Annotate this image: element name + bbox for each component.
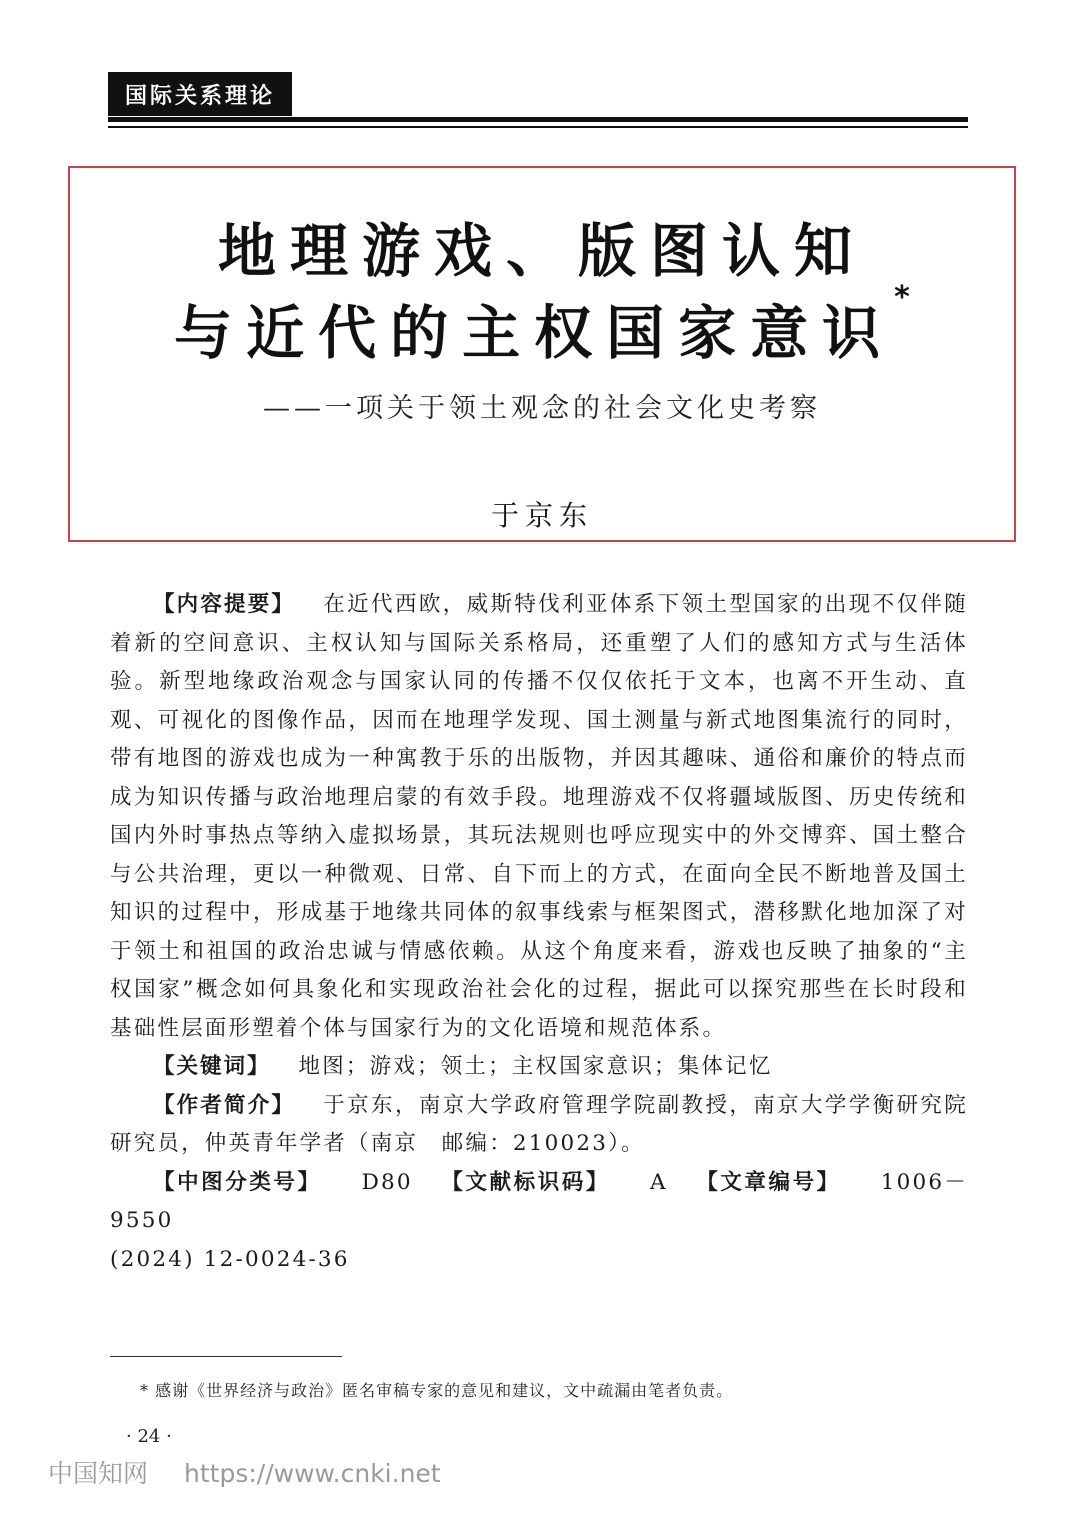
subtitle: ——一项关于领土观念的社会文化史考察 (263, 393, 821, 424)
doc-code-value: A (649, 1169, 668, 1195)
author-bio-label: 【作者简介】 (153, 1092, 296, 1118)
abstract-label: 【内容提要】 (153, 592, 296, 617)
author-bio-text: 于京东，南京大学政府管理学院副教授，南京大学学衡研究院研究员，仲英青年学者（南京 邮编：210023）。 (110, 1092, 968, 1156)
keywords (110, 1048, 968, 1087)
title-footnote-mark[interactable]: * (894, 280, 910, 315)
watermark (48, 1454, 477, 1490)
article-no-label: 【文章编号】 (695, 1169, 841, 1195)
abstract-text: 在近代西欧，威斯特伐利亚体系下领土型国家的出现不仅伴随着新的空间意识、主权认知与国际关系格局，还重塑了人们的感知方式与生活体验。新型地缘政治观念与国家认同的传播不仅仅依托于文本，也离不开生动、直观、可视化的图像作品，因而在地理学发现、国土测量与新式地图集流行的同时，带有地图的游戏也成为一种寓教于乐的出版物，并因其趣味、通俗和廉价的特点而成为知识传播与政治地理启蒙的有效手段。地理游戏不仅将疆域版图、历史传统和国内外时事热点等纳入虚拟场景，其玩法规则也呼应现实中的外交博弈、国土整合与公共治理，更以一种微观、日常、自下而上的方式，在面向全民不断地普及国土知识的过程中，形成基于地缘共同体的叙事线索与框架图式，潜移默化地加深了对于领土和祖国的政治忠诚与情感依赖。从这个角度来看，游戏也反映了抽象的“主权国家”概念如何具象化和实现政治社会化的过程，据此可以探究那些在长时段和基础性层面形塑着个体与国家行为的文化语境和规范体系。 (110, 592, 968, 1041)
footnote-rule (110, 1356, 342, 1357)
header-rule-thin (108, 126, 968, 128)
author-bio (110, 1087, 968, 1164)
section-label: 国际关系理论 (108, 72, 292, 116)
keywords-label: 【关键词】 (153, 1054, 271, 1079)
footnote: * 感谢《世界经济与政治》匿名审稿专家的意见和建议，文中疏漏由笔者负责。 (140, 1381, 734, 1400)
author-name: 于京东 (490, 499, 593, 532)
clc-value: D80 (361, 1169, 413, 1195)
title-box (68, 166, 1016, 542)
title-line-2 (70, 280, 1014, 370)
keywords-text: 地图；游戏；领土；主权国家意识；集体记忆 (298, 1054, 773, 1079)
classification (110, 1164, 968, 1241)
doc-code-label: 【文献标识码】 (440, 1169, 610, 1195)
clc-label: 【中图分类号】 (153, 1169, 322, 1195)
abstract (110, 586, 968, 1048)
classification-cont (110, 1241, 968, 1280)
article-front-matter (110, 586, 968, 1279)
article-no-value-cont: (2024) 12-0024-36 (110, 1246, 350, 1272)
title-line-1: 地理游戏、版图认知 (217, 217, 866, 285)
header-rule-thick (108, 117, 968, 122)
title-line-2-text: 与近代的主权国家意识 (174, 299, 895, 367)
page-number: · 24 · (126, 1426, 172, 1447)
article-no-value: 1006－9550 (110, 1169, 968, 1233)
watermark-name: 中国知网 (48, 1459, 149, 1488)
watermark-url[interactable]: https://www.cnki.net (184, 1459, 441, 1488)
